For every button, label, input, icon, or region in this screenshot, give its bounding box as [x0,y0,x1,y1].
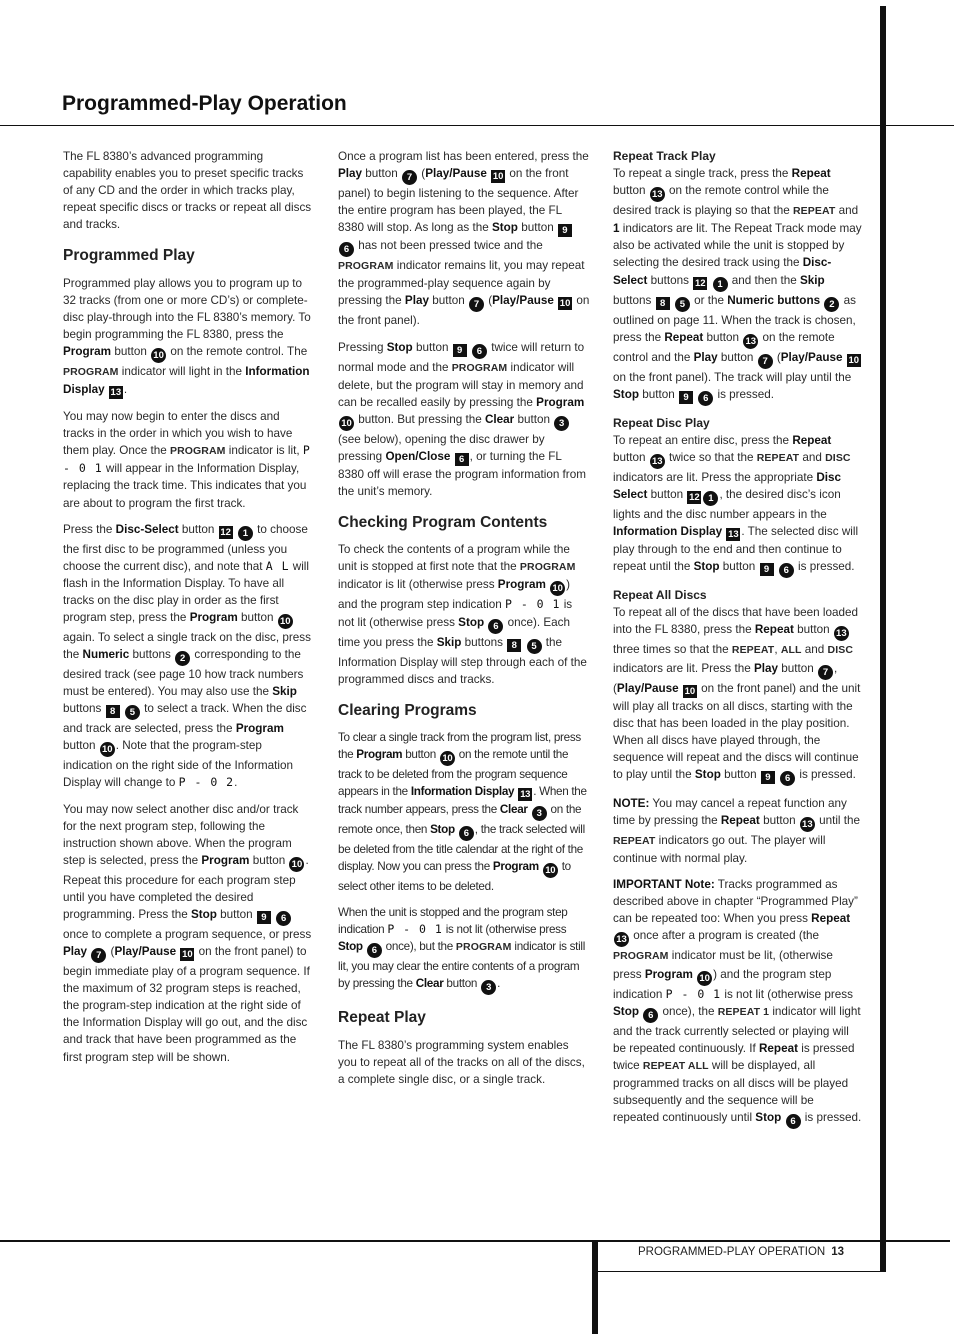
badge-13: 13 [650,454,665,469]
paragraph: When the unit is stopped and the program step indication P - 0 1 is not lit (otherwise press Stop 6 once), but the PROGRAM indicator is still lit, you may clear the entire contents of a program by pressing the Clear button 3 . [338,906,585,994]
paragraph: To check the contents of a program while the unit is stopped at first note that the PROGRAM indicator is lit (otherwise press Program 10 ) and the program step indication P - 0 1 is not lit (otherwise press Stop 6 once). Each time you press the Skip buttons 8 5 the Information Display will step through each of the programmed discs and tracks. [338,543,587,686]
badge-8: 8 [656,297,670,310]
column-1 [63,148,313,1075]
badge-5: 5 [675,297,690,312]
badge-9: 9 [761,771,775,784]
badge-13: 13 [518,788,532,801]
badge-7: 7 [469,297,484,312]
badge-7: 7 [402,170,417,185]
badge-13: 13 [614,932,629,947]
badge-3: 3 [554,416,569,431]
paragraph: To repeat an entire disc, press the Repeat button 13 twice so that the REPEAT and DISC indicators are lit. Press the appropriate Disc Select button 12 1 , the desired disc’s icon lights and the disc number appears in the Information Display 13 . The selected disc will play through to the end and then continue to repeat until the Stop button 9 6 is pressed. [613,433,859,577]
paragraph: Press the Disc-Select button 12 1 to choose the first disc to be programmed (unless you choose the current disc), and note that A L will flash in the Information Display. To have all tracks on the disc play in order as the first program step, press the Program button 10 again. To select a single track on the disc, press the Numeric buttons 2 corresponding to the desired track (see page 10 how track numbers must be entered). You may also use the Skip buttons 8 5 to select a track. When the disc and track are selected, press the Program button 10 . Note that the program-step indication on the right side of the Information Display will change to P - 0 2. [63,522,311,790]
heading-clearing: Clearing Programs [338,701,477,719]
badge-6: 6 [779,563,794,578]
paragraph: The FL 8380’s programming system enables you to repeat all of the tracks on all of the discs, a complete single disc, or a single track. [338,1038,585,1086]
badge-10: 10 [559,298,571,310]
footer-label: PROGRAMMED-PLAY OPERATION [638,1246,826,1258]
lcd-p01: P - 0 1 [387,922,443,937]
badge-9: 9 [760,563,774,576]
heading-repeat-track: Repeat Track Play [613,149,716,163]
badge-5: 5 [527,639,542,654]
heading-repeat-all: Repeat All Discs [613,588,707,603]
badge-6: 6 [780,771,795,786]
badge-10: 10 [684,685,696,697]
badge-10: 10 [289,857,304,872]
badge-1: 1 [703,491,718,506]
badge-10: 10 [339,416,354,431]
badge-10: 10 [543,863,558,878]
paragraph: The FL 8380’s advanced programming capability enables you to preset specific tracks of any CD and the order in which tracks play, repeat specific discs or tracks or repeat all discs and tracks. [63,150,312,232]
badge-10: 10 [151,348,166,363]
badge-7: 7 [91,948,106,963]
badge-10: 10 [848,354,860,366]
badge-6: 6 [455,453,469,466]
badge-6: 6 [488,619,503,634]
badge-10: 10 [278,614,293,629]
badge-13: 13 [800,817,815,832]
badge-9: 9 [257,911,271,924]
badge-1: 1 [713,277,728,292]
badge-6: 6 [367,943,382,958]
badge-2: 2 [824,297,839,312]
badge-13: 13 [110,387,122,399]
page-number: 13 [831,1246,845,1258]
badge-9: 9 [453,344,467,357]
badge-6: 6 [786,1114,801,1129]
heading-repeat-disc: Repeat Disc Play [613,415,710,430]
paragraph: To repeat a single track, press the Repeat button 13 on the remote control while the desired track is playing so that the REPEAT and 1 indicators are lit. The Repeat Track mode may also be activated while the unit is stopped by selecting the desired track using the Disc-Select buttons 12 1 and then the Skip buttons 8 5 or the Numeric buttons 2 as outlined on page 11. When the track is chosen, press the Repeat button 13 on the remote control and the Play button 7 (Play/Pause 10 on the front panel). The track will play until the Stop button 9 6 is pressed. [613,167,862,404]
badge-1: 1 [238,526,253,541]
badge-6: 6 [459,826,474,841]
heading-programmed-play: Programmed Play [63,247,195,265]
paragraph: Programmed play allows you to program up to 32 tracks (from one or more CD’s) or complete-disc play-through into the FL 8380’s memory. To begin programming the FL 8380, press the Program button 10 on the remote control. The PROGRAM indicator will light in the Information Display 13 . [63,276,311,399]
badge-6: 6 [698,391,713,406]
column-3 [613,148,863,1138]
badge-6: 6 [339,242,354,257]
paragraph: To clear a single track from the program list, press the Program button 10 on the remote until the track to be deleted from the program sequence appears in the Information Display 13 . When the track number appears, press the Clear 3 on the remote once, then Stop 6 , the track selected will be deleted from the title calendar at the right of the display. Now you can press the Program 10 to select other items to be deleted. [338,730,587,894]
badge-6: 6 [643,1008,658,1023]
badge-10: 10 [182,949,193,961]
column-2 [338,148,590,1097]
badge-10: 10 [492,171,504,183]
badge-7: 7 [758,354,773,369]
lcd-al: A L [265,558,290,573]
badge-10: 10 [440,751,455,766]
badge-8: 8 [507,639,521,652]
heading-repeat-play: Repeat Play [338,1009,426,1027]
badge-13: 13 [834,626,849,641]
badge-9: 9 [558,224,572,237]
badge-12: 12 [689,492,700,504]
badge-9: 9 [679,391,693,404]
footer-rule [0,1240,950,1242]
paragraph: You may now select another disc and/or track for the next program step, following the instruction shown above. When the program step is selected, press the Program button 10 . Repeat this procedure for each program step until you have completed the desired programming. Press the Stop button 9 6 once to complete a program sequence, or press Play 7 (Play/Pause 10 on the front panel) to begin immediate play of a program sequence. If the maximum of 32 program steps is reached, the program-step indication at the right side of the Information Display will go out, and the disc and track that have been programmed as the first program step will be shown. [63,802,312,1064]
badge-5: 5 [125,705,140,720]
paragraph: You may now begin to enter the discs and tracks in the order in which you wish to have them play. Once the PROGRAM indicator is lit, P - 0 1 will appear in the Information Display, replacing the track time. This indicates that you are about to program the first track. [63,410,311,510]
badge-10: 10 [550,581,565,596]
footer-underline [596,1271,884,1272]
badge-6: 6 [472,344,487,359]
lcd-p02: P - 0 2 [178,775,235,790]
badge-13: 13 [728,529,739,541]
badge-8: 8 [106,705,120,718]
badge-13: 13 [743,334,758,349]
header-rule [0,125,954,126]
badge-12: 12 [694,277,706,289]
badge-6: 6 [276,911,291,926]
badge-12: 12 [220,526,231,538]
badge-2: 2 [175,651,190,666]
lcd-p01: P - 0 1 [665,986,722,1001]
page-title: Programmed-Play Operation [62,92,347,115]
badge-7: 7 [818,665,833,680]
page-footer [638,1246,844,1258]
badge-10: 10 [697,971,712,986]
paragraph: Once a program list has been entered, press the Play button 7 (Play/Pause 10 on the front panel) to begin listening to the sequence. After the entire program has been played, the FL 8380 will stop. As long as the Stop button 9 6 has not been pressed twice and the PROGRAM indicator remains lit, you may repeat the programmed-play sequence again by pressing the Play button 7 (Play/Pause 10 on the front panel). [338,150,590,328]
badge-3: 3 [481,980,496,995]
paragraph: Pressing Stop button 9 6 twice will return to normal mode and the PROGRAM indicator will delete, but the program will stay in memory and can be recalled easily by pressing the Program 10 button. But pressing the Clear button 3 (see below), opening the disc drawer by pressing Open/Close 6 , or turning the FL 8380 off will erase the program information from the unit’s memory. [338,340,586,499]
badge-3: 3 [532,806,547,821]
paragraph: IMPORTANT Note: Tracks programmed as described above in chapter “Programmed Play” can be repeated too: When you press Repeat 13 once after a program is created (the PROGRAM indicator must be lit, (otherwise press Program 10 ) and the program step indication P - 0 1 is not lit (otherwise press Stop 6 once), the REPEAT 1 indicator will light and the track currently selected or playing will be repeated continuously. If Repeat is pressed twice REPEAT ALL will be displayed, all programmed tracks on all discs will be played subsequently and the sequence will be repeated continuously until Stop 6 is pressed. [613,878,862,1128]
badge-13: 13 [650,187,665,202]
heading-checking: Checking Program Contents [338,514,548,532]
paragraph: To repeat all of the discs that have been loaded into the FL 8380, press the Repeat button 13 three times so that the REPEAT, ALL and DISC indicators are lit. Press the Play button 7 , (Play/Pause 10 on the front panel) and the unit will play all tracks on all discs, starting with the disc that has been loaded in the play position. When all discs have played through, the sequence will repeat and the discs will continue to play until the Stop button 9 6 is pressed. [613,606,861,784]
lcd-p01: P - 0 1 [504,597,561,612]
vertical-rule-right [880,6,886,1272]
badge-10: 10 [100,742,115,757]
vertical-rule-footer [592,1242,598,1334]
paragraph: NOTE: You may cancel a repeat function any time by pressing the Repeat button 13 until the REPEAT indicators go out. The player will continue with normal play. [613,796,861,866]
lcd-p01: P - 0 1 [63,443,311,476]
